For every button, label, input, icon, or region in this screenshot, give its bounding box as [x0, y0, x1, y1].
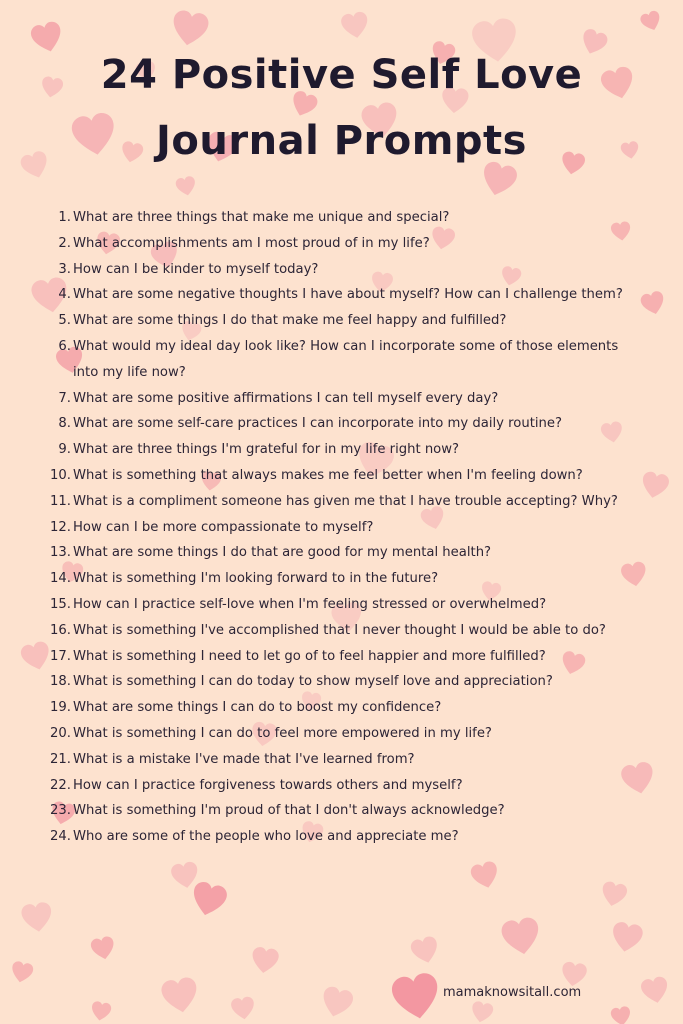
prompt-text: What is a compliment someone has given me that I have trouble accepting? Why?: [73, 493, 618, 509]
prompt-number: 17.: [50, 648, 71, 664]
heart-icon: [386, 966, 446, 1024]
prompt-list: [44, 205, 644, 850]
prompt-item: [44, 489, 644, 515]
prompt-text: What accomplishments am I most proud of in my life?: [73, 235, 430, 251]
heart-icon: [637, 7, 665, 35]
prompt-text: What are three things that make me unique and special?: [73, 210, 450, 225]
prompt-number: 14.: [50, 571, 71, 587]
prompt-number: 13.: [50, 545, 71, 561]
prompt-number: 2.: [58, 235, 71, 251]
prompt-text: How can I practice self-love when I'm feeling stressed or overwhelmed?: [73, 596, 547, 612]
prompt-text: How can I be more compassionate to myself?: [73, 519, 374, 535]
prompt-text: What are some things I can do to boost my confidence?: [73, 700, 442, 716]
heart-icon: [597, 877, 630, 910]
heart-icon: [468, 998, 496, 1024]
prompt-item: [44, 463, 644, 489]
prompt-number: 21.: [50, 751, 71, 767]
prompt-number: 20.: [50, 725, 71, 741]
prompt-number: 8.: [58, 416, 71, 432]
prompt-text: What are some things I do that make me feel happy and fulfilled?: [73, 313, 507, 329]
prompt-text: Who are some of the people who love and appreciate me?: [73, 829, 459, 845]
prompt-text: How can I practice forgiveness towards others and myself?: [73, 777, 463, 793]
heart-icon: [8, 958, 36, 986]
prompt-text: What is something I'm proud of that I don't always acknowledge?: [73, 803, 505, 819]
prompt-number: 6.: [58, 338, 71, 354]
prompt-item: [44, 721, 644, 747]
prompt-text: How can I be kinder to myself today?: [73, 261, 319, 277]
prompt-item: [44, 540, 644, 566]
heart-icon: [467, 857, 504, 894]
prompt-item: [44, 747, 644, 773]
prompt-number: 16.: [50, 622, 71, 638]
prompt-text: What is something I can do to feel more empowered in my life?: [73, 725, 492, 741]
heart-icon: [607, 917, 646, 956]
prompt-item: [44, 334, 644, 386]
prompt-item: [44, 669, 644, 695]
prompt-number: 9.: [58, 442, 71, 458]
prompt-text: What is something I need to let go of to feel happier and more fulfilled?: [73, 648, 546, 664]
prompt-item: [44, 824, 644, 850]
prompt-item: [44, 618, 644, 644]
prompt-item: [44, 695, 644, 721]
prompt-number: 12.: [50, 519, 71, 535]
prompt-item: [44, 282, 644, 308]
prompt-item: [44, 257, 644, 283]
prompt-number: 19.: [50, 700, 71, 716]
page-title: [0, 42, 683, 174]
prompt-text: What would my ideal day look like? How can I incorporate some of those elements into my life now?: [73, 338, 619, 380]
prompt-text: What is a mistake I've made that I've learned from?: [73, 751, 415, 767]
prompt-item: [44, 386, 644, 412]
prompt-number: 5.: [58, 313, 71, 329]
prompt-number: 23.: [50, 803, 71, 819]
site-credit: mamaknowsitall.com: [443, 985, 582, 1000]
prompt-text: What is something I've accomplished that I never thought I would be able to do?: [73, 622, 606, 638]
heart-icon: [637, 972, 673, 1008]
prompt-number: 4.: [58, 287, 71, 303]
prompt-item: [44, 798, 644, 824]
prompt-item: [44, 411, 644, 437]
prompt-number: 24.: [50, 829, 71, 845]
prompt-item: [44, 515, 644, 541]
prompt-item: [44, 773, 644, 799]
prompt-text: What is something I can do today to show myself love and appreciation?: [73, 674, 553, 690]
heart-icon: [497, 912, 546, 961]
prompt-number: 3.: [58, 261, 71, 277]
prompt-number: 10.: [50, 467, 71, 483]
prompt-text: What are some negative thoughts I have about myself? How can I challenge them?: [73, 287, 623, 303]
heart-icon: [608, 1003, 633, 1024]
heart-icon: [228, 993, 257, 1022]
prompt-number: 7.: [58, 390, 71, 406]
prompt-number: 11.: [50, 493, 71, 509]
prompt-text: What is something I'm looking forward to in the future?: [73, 571, 439, 587]
heart-icon: [173, 173, 199, 199]
prompt-item: [44, 592, 644, 618]
prompt-item: [44, 437, 644, 463]
prompt-item: [44, 644, 644, 670]
heart-icon: [88, 998, 113, 1023]
heart-icon: [338, 8, 373, 43]
prompt-text: What are some positive affirmations I can tell myself every day?: [73, 390, 499, 406]
heart-icon: [157, 972, 203, 1018]
prompt-number: 22.: [50, 777, 71, 793]
prompt-text: What is something that always makes me feel better when I'm feeling down?: [73, 467, 583, 483]
prompt-item: [44, 205, 644, 231]
title-line-2: Journal Prompts: [156, 118, 527, 164]
prompt-item: [44, 566, 644, 592]
prompt-item: [44, 231, 644, 257]
prompt-text: What are three things I'm grateful for in my life right now?: [73, 442, 460, 458]
heart-icon: [316, 981, 358, 1023]
heart-icon: [18, 898, 56, 936]
heart-icon: [248, 943, 282, 977]
prompt-number: 15.: [50, 596, 71, 612]
prompt-text: What are some things I do that are good for my mental health?: [73, 545, 492, 561]
prompt-number: 18.: [50, 674, 71, 690]
heart-icon: [407, 932, 444, 969]
prompt-number: 1.: [58, 210, 71, 225]
prompt-text: What are some self-care practices I can incorporate into my daily routine?: [73, 416, 563, 432]
prompt-item: [44, 308, 644, 334]
heart-icon: [88, 933, 119, 964]
title-line-1: 24 Positive Self Love: [100, 52, 583, 98]
heart-icon: [186, 876, 232, 922]
